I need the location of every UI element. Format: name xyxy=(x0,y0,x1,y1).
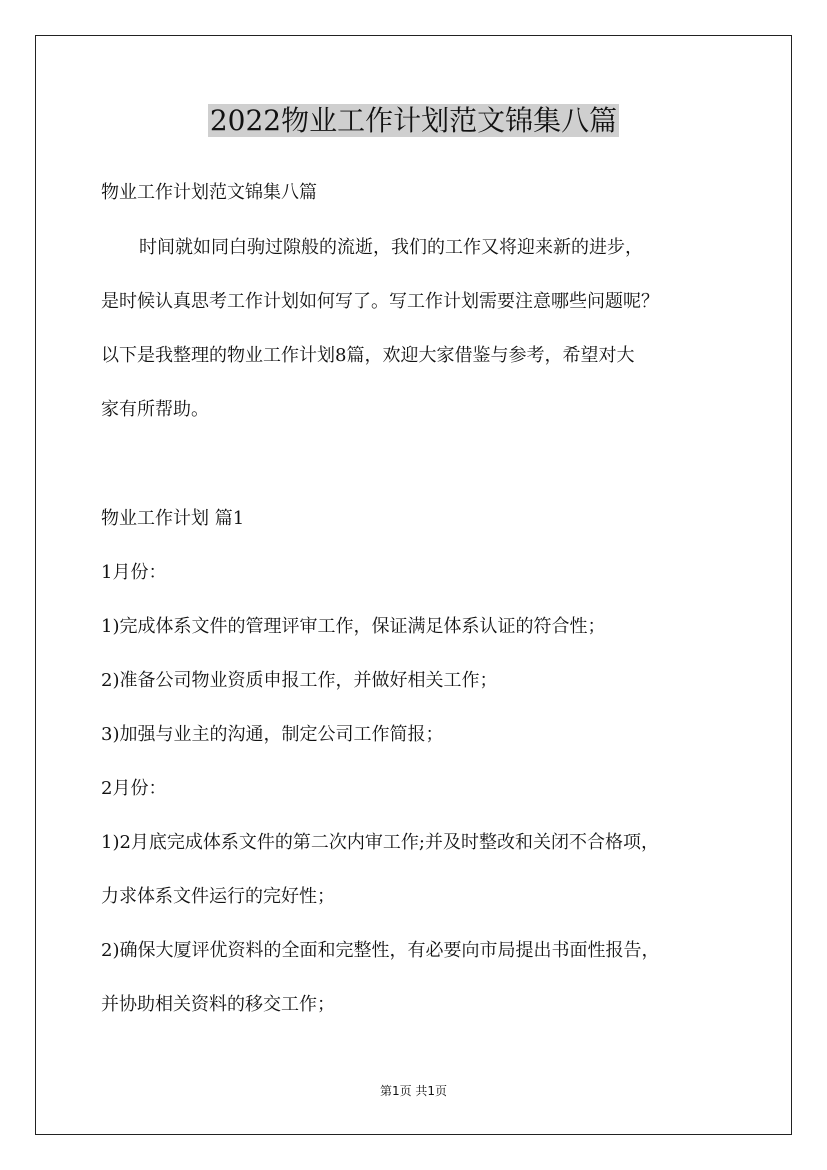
month-heading-1: 1月份： xyxy=(101,562,167,583)
document-title xyxy=(0,100,827,142)
intro-line-3: 以下是我整理的物业工作计划8篇，欢迎大家借鉴与参考，希望对大 xyxy=(101,345,635,366)
month-heading-2: 2月份： xyxy=(101,778,167,799)
intro-line-1: 时间就如同白驹过隙般的流逝，我们的工作又将迎来新的进步， xyxy=(139,237,643,258)
document-title-text: 2022物业工作计划范文锦集八篇 xyxy=(209,104,618,137)
intro-line-4: 家有所帮助。 xyxy=(101,399,209,420)
page-footer: 第1页 共1页 xyxy=(379,1084,448,1098)
list-item: 1)完成体系文件的管理评审工作，保证满足体系认证的符合性； xyxy=(101,616,606,637)
subtitle-line: 物业工作计划范文锦集八篇 xyxy=(101,182,317,203)
list-item-continued: 力求体系文件运行的完好性； xyxy=(101,886,335,907)
intro-line-2: 是时候认真思考工作计划如何写了。写工作计划需要注意哪些问题呢？ xyxy=(101,291,659,312)
list-item: 2)准备公司物业资质申报工作，并做好相关工作； xyxy=(101,670,498,691)
list-item-continued: 并协助相关资料的移交工作； xyxy=(101,994,335,1015)
list-item: 2)确保大厦评优资料的全面和完整性，有必要向市局提出书面性报告， xyxy=(101,940,660,961)
list-item: 3)加强与业主的沟通，制定公司工作简报； xyxy=(101,724,444,745)
list-item: 1)2月底完成体系文件的第二次内审工作;并及时整改和关闭不合格项， xyxy=(101,832,659,853)
section-heading-1: 物业工作计划 篇1 xyxy=(101,508,245,529)
